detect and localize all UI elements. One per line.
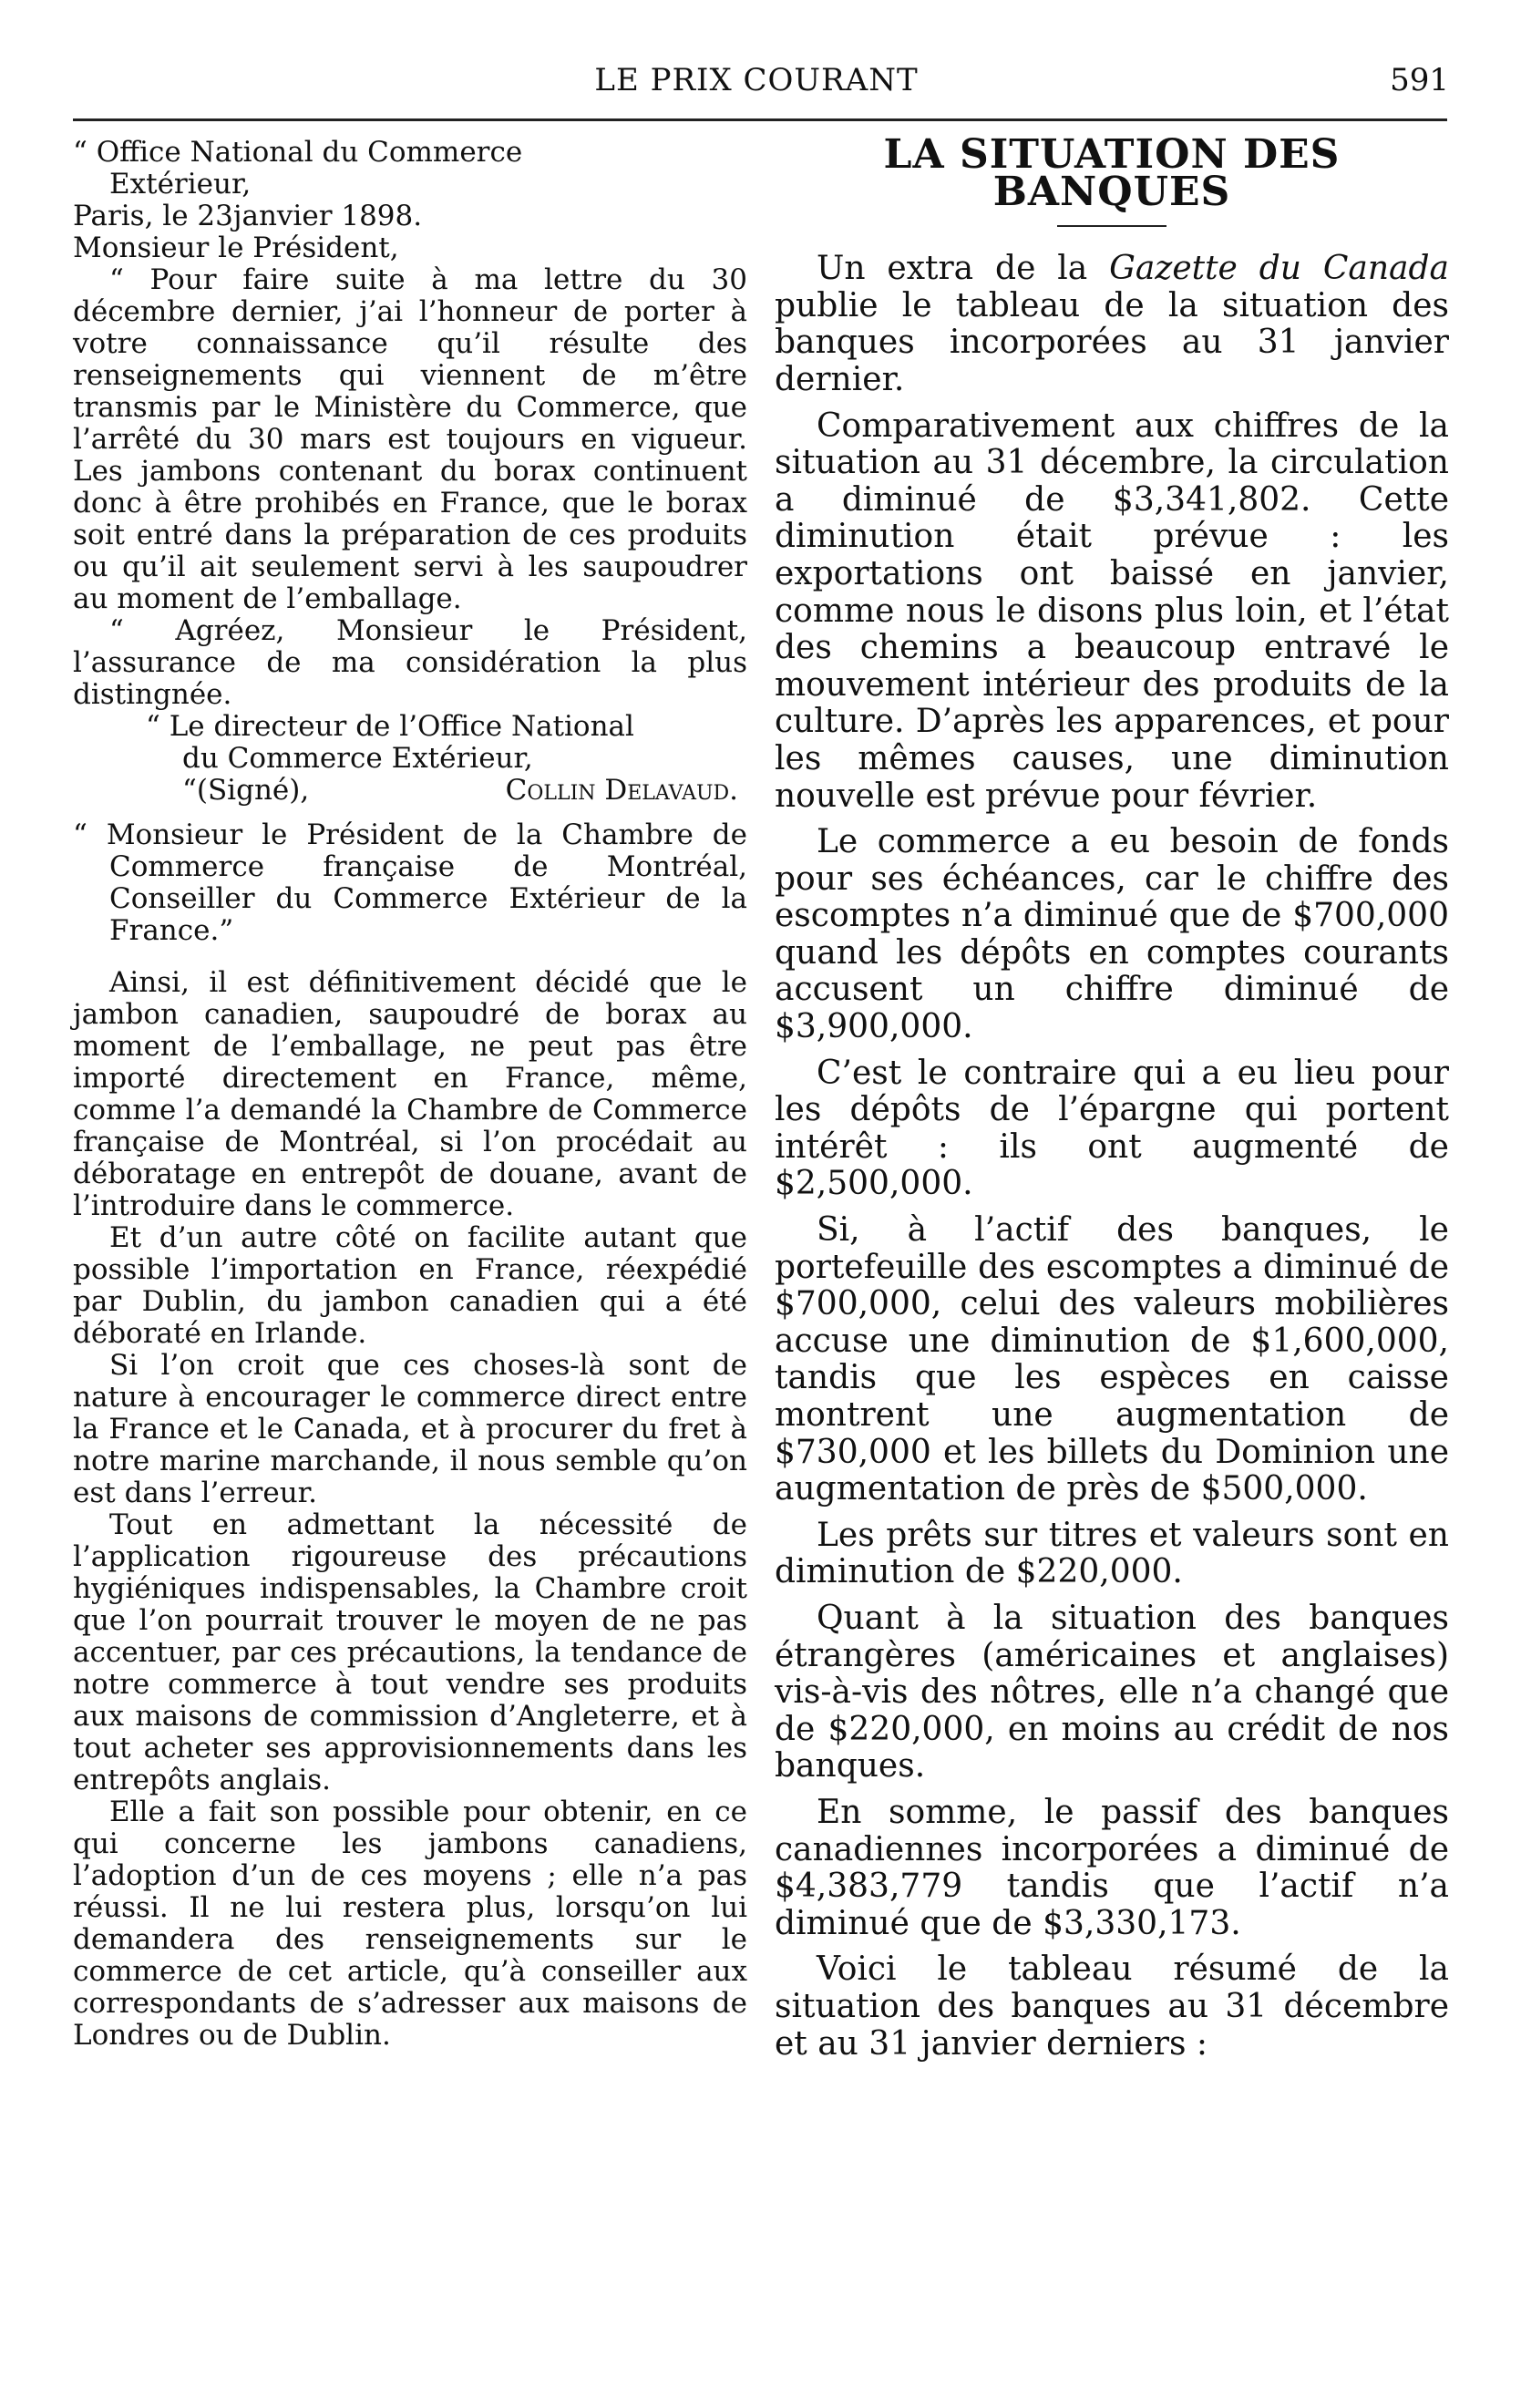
body-paragraph: Et d’un autre côté on facilite autant que possible l’importation en France, réexpédié par Dublin, du jambon canadien qui a été déboraté en Irlande. bbox=[73, 1221, 747, 1350]
publication-title: Gazette du Canada bbox=[1109, 250, 1450, 288]
signed-label: “(Signé), bbox=[182, 774, 310, 807]
body-paragraph: Elle a fait son possible pour obtenir, en ce qui concerne les jambons canadiens, l’adoption d’un de ces moyens ; elle n’a pas réussi. Il ne lui restera plus, lorsqu’on lui demandera des renseignements sur le commerce de cet article, qu’à conseiller aux correspondants de s’adresser aux maisons de Londres ou de Dublin. bbox=[73, 1796, 747, 2052]
header-rule bbox=[73, 118, 1447, 121]
text-run: publie le tableau de la situation des banques incorporées au 31 janvier dernier. bbox=[775, 286, 1449, 398]
page-header bbox=[55, 55, 1458, 109]
body-paragraph: Le commerce a eu besoin de fonds pour ses échéances, car le chiffre des escomptes n’a diminué que de $700,000 quand les dépôts en comptes courants accusent un chiffre diminué de $3,900,000. bbox=[775, 823, 1449, 1046]
letter-paragraph: “ Pour faire suite à ma lettre du 30 décembre dernier, j’ai l’honneur de porter à votre connaissance qu’il résulte des renseignements qui viennent de m’être transmis par le Ministère du Commerce, que l’arrêté du 30 mars est toujours en vigueur. Les jambons contenant du borax continuent donc à être prohibés en France, que le borax soit entré dans la préparation de ces produits ou qu’il ait seulement servi à les saupoudrer au moment de l’emballage. bbox=[73, 263, 747, 615]
body-paragraph: C’est le contraire qui a eu lieu pour les dépôts de l’épargne qui portent intérêt : ils ont augmenté de $2,500,000. bbox=[775, 1054, 1449, 1203]
letter-closing: “ Agréez, Monsieur le Président, l’assurance de ma considération la plus distingnée. bbox=[73, 614, 747, 711]
right-column bbox=[775, 131, 1450, 2372]
letter-head-line-2: Extérieur, bbox=[109, 168, 252, 201]
running-title: LE PRIX COURANT bbox=[594, 62, 919, 98]
body-paragraph: Les prêts sur titres et valeurs sont en diminution de $220,000. bbox=[775, 1516, 1449, 1591]
letter-address: “ Monsieur le Président de la Chambre de Commerce française de Montréal, Conseiller du Commerce Extérieur de la France.” bbox=[73, 818, 747, 947]
letter-salutation: Monsieur le Président, bbox=[73, 232, 399, 264]
letter-head-line-1: “ Office National du Commerce bbox=[73, 136, 523, 169]
signer-name: Collin Delavaud. bbox=[505, 774, 738, 807]
body-paragraph: Ainsi, il est définitivement décidé que le jambon canadien, saupoudré de borax au moment de l’emballage, ne peut pas être importé directement en France, même, comme l’a demandé la Chambre de Commerce française de Montréal, si l’on procédait au déboratage en entrepôt de douane, avant de l’introduire dans le commerce. bbox=[73, 966, 747, 1222]
signature-line-2: du Commerce Extérieur, bbox=[182, 742, 533, 775]
left-column bbox=[73, 137, 747, 2372]
body-paragraph: Voici le tableau résumé de la situation des banques au 31 décembre et au 31 janvier derniers : bbox=[775, 1950, 1449, 2063]
body-paragraph: En somme, le passif des banques canadiennes incorporées a diminué de $4,383,779 tandis que l’actif n’a diminué que de $3,330,173. bbox=[775, 1793, 1449, 1942]
signature-line-1: “ Le directeur de l’Office National bbox=[146, 710, 634, 743]
spacer bbox=[73, 807, 747, 819]
body-paragraph: Si l’on croit que ces choses-là sont de nature à encourager le commerce direct entre la France et le Canada, et à procurer du fret à notre marine marchande, il nous semble qu’on est dans l’erreur. bbox=[73, 1349, 747, 1509]
spacer bbox=[73, 947, 747, 967]
title-rule bbox=[1057, 225, 1166, 227]
body-paragraph: Comparativement aux chiffres de la situation au 31 décembre, la circulation a diminué de $3,341,802. Cette diminution était prévue : les exportations ont baissé en janvier, comme nous le disons plus loin, et l’état des chemins a beaucoup entravé le mouvement intérieur des produits de la culture. D’après les apparences, et pour les mêmes causes, une diminution nouvelle est prévue pour février. bbox=[775, 406, 1449, 815]
body-paragraph: Tout en admettant la nécessité de l’application rigoureuse des précautions hygiéniques indispensables, la Chambre croit que l’on pourrait trouver le moyen de ne pas accentuer, par ces précautions, la tendance de notre commerce à tout vendre ses produits aux maisons de commission d’Angleterre, et à tout acheter ses approvisionnements dans les entrepôts anglais. bbox=[73, 1508, 747, 1796]
body-paragraph: Quant à la situation des banques étrangères (américaines et anglaises) vis-à-vis des nôtres, elle n’a changé que de $220,000, en moins au crédit de nos banques. bbox=[775, 1599, 1449, 1785]
section-title: LA SITUATION DES BANQUES bbox=[883, 131, 1341, 215]
letter-date: Paris, le 23janvier 1898. bbox=[73, 200, 423, 232]
text-run: Un extra de la bbox=[817, 250, 1110, 288]
signature-row bbox=[73, 775, 747, 807]
body-paragraph bbox=[775, 251, 1449, 398]
body-paragraph: Si, à l’actif des banques, le portefeuille des escomptes a diminué de $700,000, celui des valeurs mobilières accuse une diminution de $1,600,000, tandis que les espèces en caisse montrent une augmentation de $730,000 et les billets du Dominion une augmentation de près de $500,000. bbox=[775, 1211, 1449, 1508]
page-number: 591 bbox=[1390, 62, 1449, 98]
